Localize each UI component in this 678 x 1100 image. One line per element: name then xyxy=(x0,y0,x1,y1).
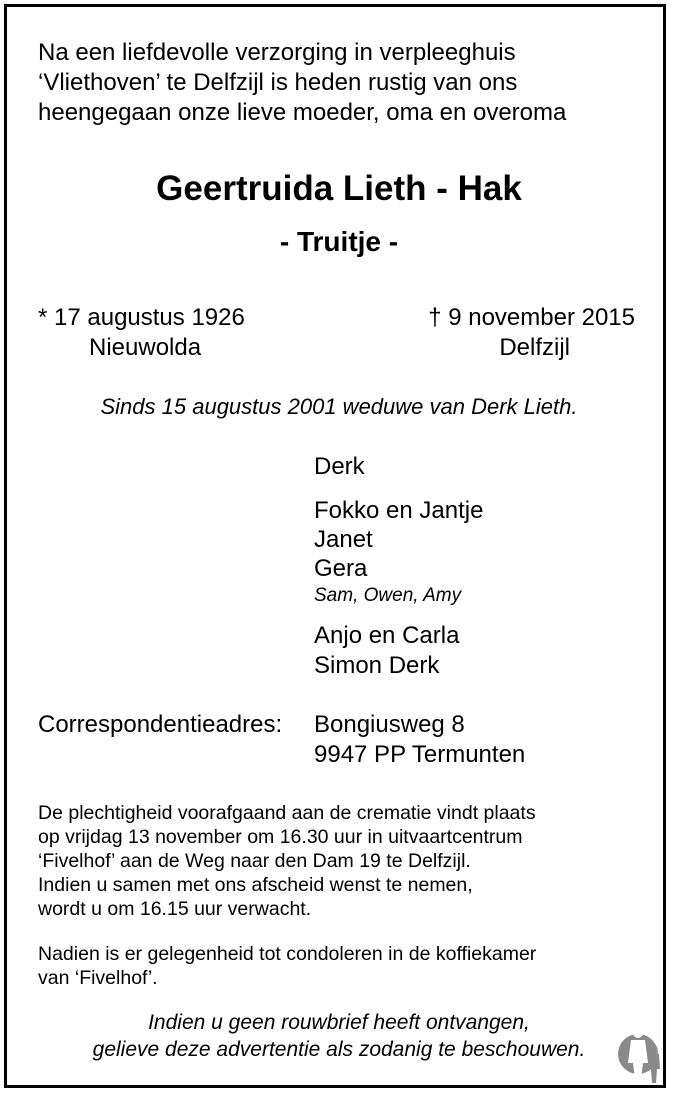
ceremony-line: op vrijdag 13 november om 16.30 uur in uitvaartcentrum xyxy=(38,826,523,848)
birth-date: * 17 augustus 1926 xyxy=(38,304,245,331)
closing-text xyxy=(0,1009,678,1063)
correspondence-city: 9947 PP Termunten xyxy=(314,741,526,768)
condolence-line: van ‘Fivelhof’. xyxy=(38,967,158,989)
grandchildren-names: Sam, Owen, Amy xyxy=(314,585,462,606)
condolence-text xyxy=(38,942,536,990)
family-member: Derk xyxy=(314,453,365,480)
deceased-name: Geertruida Lieth - Hak xyxy=(156,169,522,208)
correspondence-street: Bongiusweg 8 xyxy=(314,711,465,738)
ceremony-line: wordt u om 16.15 uur verwacht. xyxy=(38,898,312,920)
intro-line: Na een liefdevolle verzorging in verpleeghuis xyxy=(38,39,516,66)
deceased-nickname: - Truitje - xyxy=(279,226,399,257)
intro-text xyxy=(38,38,566,128)
birth-place: Nieuwolda xyxy=(89,334,202,361)
closing-line: Indien u geen rouwbrief heeft ontvangen, xyxy=(148,1011,530,1034)
ceremony-line: De plechtigheid voorafgaand aan de crematie vindt plaats xyxy=(38,802,536,824)
death-place: Delfzijl xyxy=(499,334,570,361)
family-member: Janet xyxy=(314,526,373,553)
ceremony-line: ‘Fivelhof’ aan de Weg naar den Dam 19 te Delfzijl. xyxy=(38,850,471,872)
closing-line: gelieve deze advertentie als zodanig te beschouwen. xyxy=(92,1038,586,1061)
ceremony-text xyxy=(38,801,536,921)
family-member: Simon Derk xyxy=(314,652,440,679)
death-date: † 9 november 2015 xyxy=(428,304,635,331)
intro-line: heengegaan onze lieve moeder, oma en overoma xyxy=(38,99,567,126)
ceremony-line: Indien u samen met ons afscheid wenst te nemen, xyxy=(38,874,473,896)
family-figures-logo-icon xyxy=(617,1013,669,1089)
family-member: Gera xyxy=(314,555,368,582)
family-member: Anjo en Carla xyxy=(314,622,460,649)
intro-line: ‘Vliethoven’ te Delfzijl is heden rustig van ons xyxy=(38,69,518,96)
widow-line: Sinds 15 augustus 2001 weduwe van Derk Lieth. xyxy=(100,394,578,419)
condolence-line: Nadien is er gelegenheid tot condoleren in de koffiekamer xyxy=(38,943,537,965)
family-member: Fokko en Jantje xyxy=(314,497,484,524)
correspondence-label: Correspondentieadres: xyxy=(38,711,283,738)
